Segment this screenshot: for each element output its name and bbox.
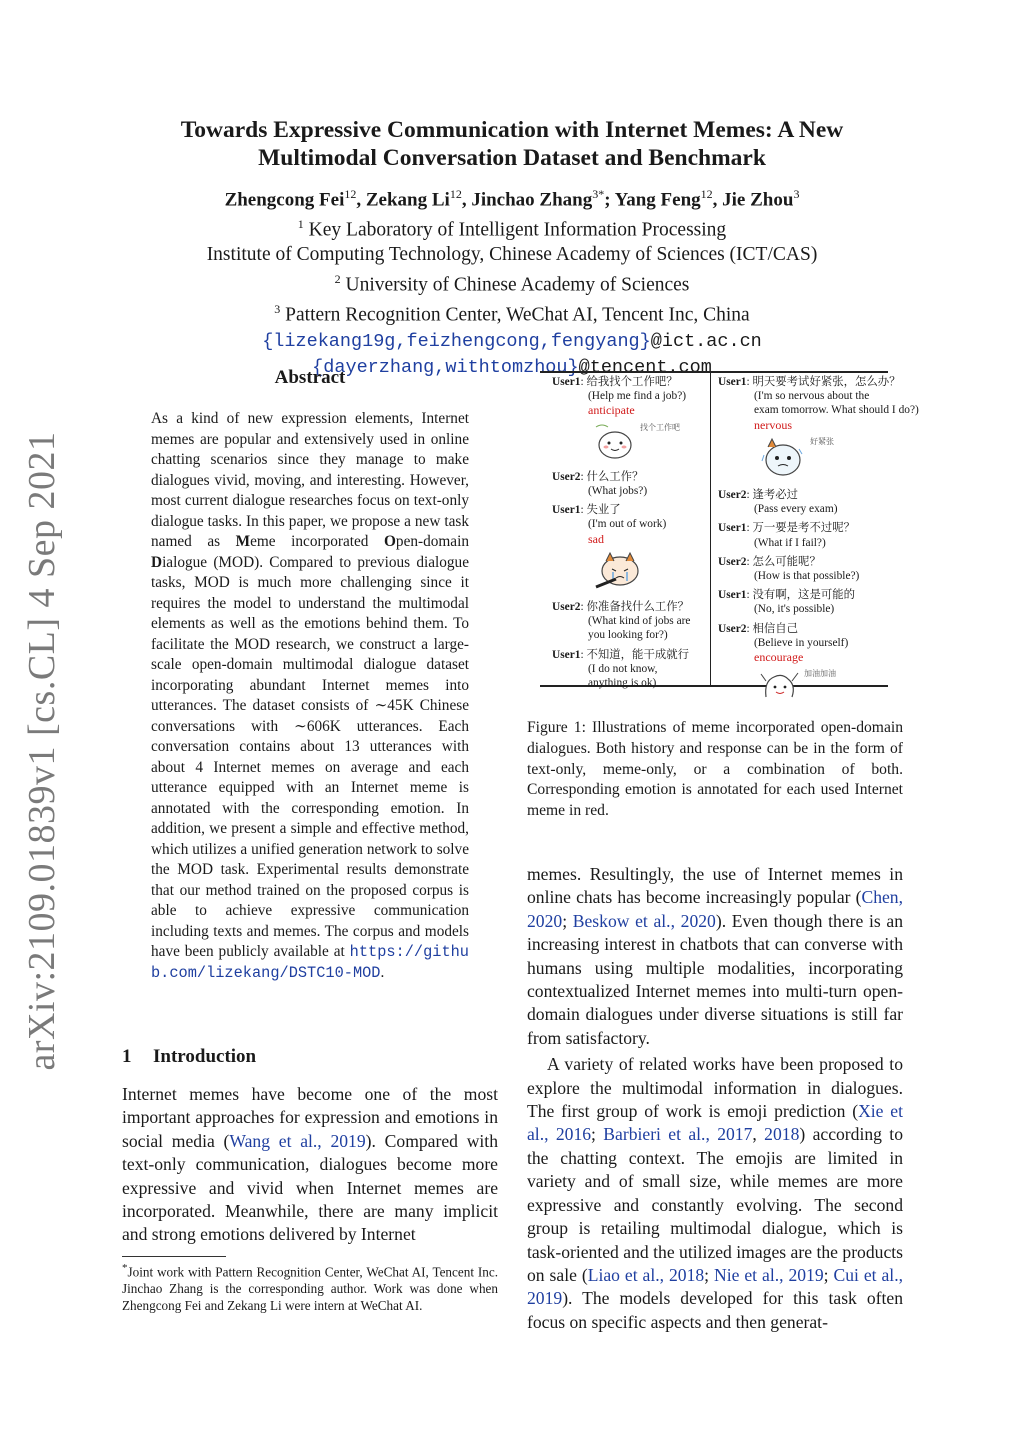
- citation-wang-2019[interactable]: Wang et al., 2019: [229, 1130, 366, 1151]
- utterance-translation: (What jobs?): [588, 485, 648, 498]
- citation-barbieri-2017[interactable]: Barbieri et al., 2017: [603, 1124, 753, 1145]
- author-affiliation-mark: 12: [449, 187, 462, 201]
- dialogue-turn: [552, 470, 708, 498]
- meme-caption: 好紧张: [810, 436, 834, 446]
- author-separator: ,: [356, 189, 366, 211]
- title-line-1: Towards Expressive Communication with Internet Memes: A New: [180, 117, 844, 143]
- utterance-line: User1: 没有啊，这是可能的: [718, 589, 856, 602]
- author-name: Zhengcong Fei: [224, 189, 345, 211]
- dialogue-right: [718, 375, 919, 712]
- author-affiliation-mark: 12: [344, 187, 357, 201]
- footnote-rule: [122, 1256, 226, 1257]
- utterance-chinese: 怎么可能呢？: [752, 555, 821, 568]
- utterance-line: User1: 失业了: [552, 504, 621, 517]
- abstract-heading: Abstract: [274, 367, 346, 388]
- figure-top-rule: [540, 371, 888, 373]
- paragraph-memes: memes. Resultingly, the use of Internet memes in online chats has become increasingly popular (Chen, 2020; Beskow et al., 2020). Even though there is an increasing interest in chatbots that can converse with humans using multiple modalities, incorporating contextualized Internet memes into multi-turn open-domain dialogues under diverse situations is still far from satisfactory.: [527, 864, 903, 1048]
- dialogue-turn: [718, 521, 888, 549]
- abstract-body: As a kind of new expression elements, Internet memes are popular and extensively used in online chatting scenarios since they manage to make dialogues vivid, moving, and interesting. However, most current dialogue researches focus on text-only dialogue tasks. In this paper, we propose a new task named as Meme incorporated Open-domain Dialogue (MOD). Compared to previous dialogue tasks, MOD is much more challenging since it requires the model to understand the multimodal elements as well as the emotions behind them. To facilitate the MOD research, we construct a large-scale open-domain multimodal dialogue dataset incorporating abundant Internet memes into utterances. The dataset consists of ∼45K Chinese conversations with ∼606K utterances. Each conversation contains about 13 utterances with about 4 Internet memes on average and each utterance equipped with an Internet meme is annotated with the corresponding emotion. In addition, we present a simple and effective method, which utilizes a unified generation network to solve the MOD task. Experimental results demonstrate that our method trained on the proposed corpus is able to achieve expressive communication including texts and memes. The corpus and models have been publicly available at https://github.com/lizekang/DSTC10-MOD.: [151, 410, 469, 982]
- utterance-line: User2: 逢考必过: [718, 489, 799, 502]
- dialogue-left: [552, 375, 708, 695]
- speaker-label: User2: [718, 622, 747, 635]
- speaker-label: User2: [718, 555, 747, 568]
- utterance-translation: (I'm so nervous about the: [754, 390, 870, 403]
- citation-barbieri-2018[interactable]: 2018: [764, 1124, 800, 1145]
- utterance-line: User2: 怎么可能呢？: [718, 555, 821, 568]
- utterance-chinese: 逢考必过: [752, 489, 799, 502]
- title-block: [122, 116, 902, 380]
- author-separator: ,: [461, 189, 472, 211]
- affiliation-3: $^3$ Pattern Recognition Center, WeChat AI, Tencent Inc, China: [274, 302, 750, 326]
- paragraph-related-work: A variety of related works have been proposed to explore the multimodal information in dialogues. The first group of work is emoji prediction (Xie et al., 2016; Barbieri et al., 2017, 2018) according to the chatting context. The emojis are limited in variety and of small size, while memes are more expressive and constantly evolving. The second group is retailing multimodal dialogue, which is task-oriented and the utilized images are the products on sale (Liao et al., 2018; Nie et al., 2019; Cui et al., 2019). The models developed for this task often focus on specific aspects and then generat-: [527, 1054, 903, 1332]
- utterance-chinese: 明天要考试好紧张，怎么办？: [752, 376, 901, 388]
- speaker-label: User1: [552, 648, 581, 661]
- dialogue-turn: [718, 375, 919, 483]
- title-line-2: Multimodal Conversation Dataset and Benchmark: [258, 145, 766, 171]
- utterance-translation: you looking for?): [588, 629, 668, 642]
- citation-beskow-2020[interactable]: Beskow et al., 2020: [572, 910, 716, 931]
- sad-meme: [592, 549, 708, 595]
- github-link[interactable]: https://github.com/lizekang/DSTC10-MOD: [151, 943, 469, 982]
- citation-liao-2018[interactable]: Liao et al., 2018: [587, 1264, 705, 1285]
- citation-xie-2016[interactable]: Xie et al., 2016: [527, 1101, 903, 1145]
- speaker-label: User2: [718, 489, 747, 502]
- encourage-meme: [758, 667, 888, 707]
- author-separator: ,: [712, 189, 723, 211]
- utterance-translation: (Help me find a job?): [588, 390, 687, 403]
- dialogue-turn: [552, 600, 708, 643]
- figure-column-divider: [710, 372, 711, 685]
- speaker-label: User1: [718, 589, 747, 602]
- paper-title: [122, 116, 902, 172]
- emotion-label: anticipate: [588, 403, 635, 418]
- author-name: Jie Zhou: [722, 189, 794, 211]
- utterance-chinese: 没有啊，这是可能的: [752, 589, 856, 602]
- utterance-line: User1: 明天要考试好紧张，怎么办？: [718, 376, 901, 388]
- utterance-chinese: 什么工作？: [586, 470, 644, 483]
- author-affiliation-mark: 3: [793, 187, 800, 201]
- footnote: *Joint work with Pattern Recognition Center, WeChat AI, Tencent Inc. Jinchao Zhang is the corresponding author. Work was done when Zhengcong Fei and Zekang Li were intern at WeChat AI.: [122, 1262, 498, 1314]
- utterance-translation: (I'm out of work): [588, 518, 667, 531]
- author-name: Jinchao Zhang: [471, 189, 593, 211]
- speaker-label: User2: [552, 601, 581, 614]
- utterance-translation: exam tomorrow. What should I do?): [754, 404, 919, 417]
- utterance-translation: (What kind of jobs are: [588, 615, 691, 628]
- nervous-meme: [758, 435, 888, 483]
- utterance-chinese: 你准备找什么工作？: [586, 601, 690, 614]
- section-number: 1: [122, 1046, 132, 1067]
- affiliation-1: $^1$ Key Laboratory of Intelligent Information Processing: [297, 217, 727, 241]
- author-affiliation-mark: 12: [700, 187, 713, 201]
- utterance-line: User1: 万一要是考不过呢？: [718, 522, 856, 535]
- utterance-translation: (What if I fail?): [754, 536, 826, 549]
- figure-caption: Figure 1: Illustrations of meme incorporated open-domain dialogues. Both history and response can be in the form of text-only, meme-only, or a combination of both. Corresponding emotion is annotated for each used Internet meme in red.: [527, 719, 903, 820]
- dialogue-turn: [718, 555, 888, 583]
- emotion-label: encourage: [754, 650, 804, 665]
- utterance-chinese: 失业了: [586, 504, 621, 517]
- dialogue-turn: [718, 622, 888, 708]
- utterance-chinese: 相信自己: [752, 622, 799, 635]
- author-separator: ;: [604, 189, 615, 211]
- anticipate-meme: [592, 421, 708, 465]
- utterance-line: User2: 你准备找什么工作？: [552, 601, 690, 614]
- emotion-label: sad: [588, 531, 604, 546]
- utterance-translation: (I do not know,: [588, 662, 658, 675]
- dialogue-turn: [552, 503, 708, 595]
- utterance-chinese: 给我找个工作吧？: [586, 376, 678, 388]
- arxiv-stamp: arXiv:2109.01839v1 [cs.CL] 4 Sep 2021: [21, 431, 63, 1071]
- utterance-translation: (Believe in yourself): [754, 636, 849, 649]
- dialogue-turn: [552, 648, 708, 691]
- utterance-translation: (How is that possible?): [754, 570, 860, 583]
- speaker-label: User1: [718, 376, 747, 388]
- author-list: [122, 182, 902, 212]
- utterance-line: User1: 不知道，能干成就行: [552, 648, 690, 661]
- dialogue-turn: [718, 588, 888, 616]
- author-affiliation-mark: 3*: [592, 187, 605, 201]
- intro-heading: [122, 1046, 256, 1068]
- emotion-label: nervous: [754, 417, 792, 432]
- figure-1: [540, 371, 919, 690]
- section-title: Introduction: [153, 1046, 257, 1067]
- citation-nie-2019[interactable]: Nie et al., 2019: [714, 1264, 824, 1285]
- email-line-1[interactable]: {lizekang19g,feizhengcong,fengyang}@ict.ac.cn: [262, 330, 762, 352]
- utterance-line: User2: 什么工作？: [552, 470, 644, 483]
- citation-chen-2020[interactable]: Chen, 2020: [527, 887, 903, 931]
- utterance-line: User1: 给我找个工作吧？: [552, 376, 678, 388]
- affiliation-2: $^2$ University of Chinese Academy of Sciences: [334, 271, 690, 296]
- author-name: Zekang Li: [365, 189, 450, 211]
- author-name: Yang Feng: [614, 189, 701, 211]
- utterance-line: User2: 相信自己: [718, 622, 799, 635]
- email-line-2[interactable]: {dayerzhang,withtomzhou}@tencent.com: [312, 356, 712, 378]
- dialogue-turn: [718, 488, 888, 516]
- speaker-label: User1: [718, 522, 747, 535]
- speaker-label: User1: [552, 376, 581, 388]
- utterance-translation: (No, it's possible): [754, 603, 835, 616]
- utterance-chinese: 万一要是考不过呢？: [752, 522, 856, 535]
- utterance-translation: (Pass every exam): [754, 503, 838, 516]
- meme-caption: 加油加油: [804, 669, 836, 679]
- meme-caption: 找个工作吧: [640, 422, 680, 432]
- speaker-label: User2: [552, 470, 581, 483]
- speaker-label: User1: [552, 504, 581, 517]
- affiliation-1-line-2: Institute of Computing Technology, Chinese Academy of Sciences (ICT/CAS): [206, 243, 818, 265]
- dialogue-turn: [552, 375, 708, 465]
- intro-paragraph: Internet memes have become one of the most important approaches for expression and emotions in social media (Wang et al., 2019). Compared with text-only communication, dialogues become more expressive and vivid when Internet memes are incorporated. Meanwhile, there are many implicit and strong emotions delivered by Internet: [122, 1084, 498, 1245]
- utterance-translation: anything is ok): [588, 677, 657, 690]
- utterance-chinese: 不知道，能干成就行: [586, 648, 690, 661]
- right-column-body: [527, 863, 903, 1334]
- citation-cui-2019[interactable]: Cui et al., 2019: [527, 1264, 903, 1309]
